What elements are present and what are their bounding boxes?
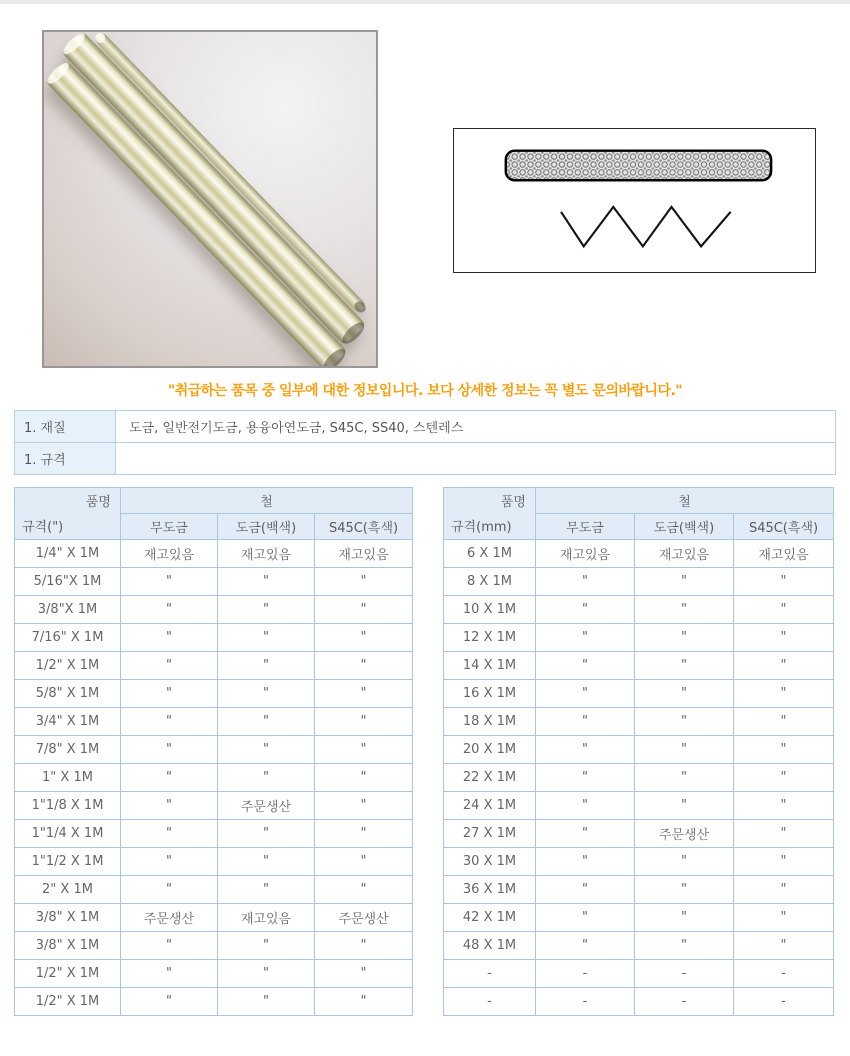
stock-cell: ": [734, 624, 834, 652]
row-label: 36 X 1M: [444, 876, 536, 904]
table-row: [444, 960, 834, 988]
stock-cell: ": [536, 596, 635, 624]
stock-cell: 주문생산: [635, 820, 734, 848]
row-label: 3/8" X 1M: [15, 932, 121, 960]
table-row: [444, 624, 834, 652]
stock-cell: ": [536, 652, 635, 680]
stock-cell: 재고있음: [218, 904, 315, 932]
stock-cell: -: [734, 960, 834, 988]
stock-cell: -: [536, 960, 635, 988]
stock-cell: 주문생산: [315, 904, 413, 932]
row-label: 3/8" X 1M: [15, 904, 121, 932]
stock-cell: ": [635, 708, 734, 736]
stock-cell: ": [734, 596, 834, 624]
spec-table-inch: [14, 487, 413, 1016]
stock-cell: ": [734, 848, 834, 876]
stock-cell: 재고있음: [734, 540, 834, 568]
notice-text: "취급하는 품목 중 일부에 대한 정보입니다. 보다 상세한 정보는 꼭 별도 문의바랍니다.": [167, 383, 683, 399]
row-label: 7/8" X 1M: [15, 736, 121, 764]
row-label: 1"1/2 X 1M: [15, 848, 121, 876]
corner-header: [15, 488, 121, 540]
corner-header-top: 품명: [500, 495, 526, 510]
stock-cell: ": [734, 736, 834, 764]
row-label: 27 X 1M: [444, 820, 536, 848]
stock-cell: ": [315, 764, 413, 792]
stock-cell: -: [635, 988, 734, 1016]
stock-cell: ": [218, 596, 315, 624]
table-row: [444, 932, 834, 960]
stock-cell: ": [536, 708, 635, 736]
stock-cell: ": [635, 792, 734, 820]
stock-cell: ": [121, 876, 218, 904]
stock-cell: ": [315, 876, 413, 904]
row-label: 42 X 1M: [444, 904, 536, 932]
stock-cell: ": [315, 652, 413, 680]
stock-cell: -: [734, 988, 834, 1016]
stock-cell: ": [315, 708, 413, 736]
group-header: 철: [536, 488, 834, 514]
stock-cell: 재고있음: [635, 540, 734, 568]
stock-cell: ": [218, 652, 315, 680]
row-label: 1/2" X 1M: [15, 960, 121, 988]
stock-cell: ": [635, 652, 734, 680]
stock-cell: ": [121, 624, 218, 652]
info-value-material: 도금, 일반전기도금, 용융아연도금, S45C, SS40, 스텐레스: [116, 411, 836, 443]
row-label: 1" X 1M: [15, 764, 121, 792]
row-label: 1/2" X 1M: [15, 652, 121, 680]
row-label: 1/2" X 1M: [15, 988, 121, 1016]
table-row: [15, 988, 413, 1016]
table-row: [444, 792, 834, 820]
stock-cell: ": [121, 736, 218, 764]
stock-cell: ": [536, 764, 635, 792]
table-row: [15, 932, 413, 960]
stock-cell: ": [734, 708, 834, 736]
row-label: 8 X 1M: [444, 568, 536, 596]
stock-cell: 재고있음: [315, 540, 413, 568]
stock-cell: ": [218, 988, 315, 1016]
stock-cell: 재고있음: [121, 540, 218, 568]
corner-header: [444, 488, 536, 540]
top-divider: [0, 0, 850, 4]
stock-cell: ": [121, 680, 218, 708]
stock-cell: ": [315, 960, 413, 988]
stock-cell: 주문생산: [218, 792, 315, 820]
stock-cell: 주문생산: [121, 904, 218, 932]
stock-cell: 재고있음: [536, 540, 635, 568]
stock-cell: ": [536, 792, 635, 820]
row-label: 18 X 1M: [444, 708, 536, 736]
table-row: [15, 568, 413, 596]
product-photo: [42, 30, 378, 368]
table-row: [444, 848, 834, 876]
info-label-spec: 1. 규격: [15, 443, 116, 475]
group-header: 철: [121, 488, 413, 514]
stock-cell: ": [734, 932, 834, 960]
table-row: [444, 904, 834, 932]
stock-cell: ": [218, 764, 315, 792]
stock-cell: ": [121, 988, 218, 1016]
stock-cell: ": [536, 568, 635, 596]
stock-cell: ": [315, 848, 413, 876]
stock-cell: ": [536, 624, 635, 652]
row-label: 48 X 1M: [444, 932, 536, 960]
table-row: [15, 540, 413, 568]
stock-cell: ": [734, 876, 834, 904]
table-row: [15, 736, 413, 764]
column-header: S45C(흑색): [315, 514, 413, 540]
table-row: [444, 680, 834, 708]
stock-cell: ": [121, 652, 218, 680]
table-row: [444, 988, 834, 1016]
stock-cell: ": [635, 624, 734, 652]
table-row: [15, 443, 836, 475]
stock-cell: ": [315, 568, 413, 596]
stock-cell: ": [121, 764, 218, 792]
stock-cell: ": [536, 904, 635, 932]
stock-cell: ": [121, 960, 218, 988]
row-label: 1"1/4 X 1M: [15, 820, 121, 848]
stock-cell: ": [635, 848, 734, 876]
row-label: 7/16" X 1M: [15, 624, 121, 652]
row-label: 12 X 1M: [444, 624, 536, 652]
stock-cell: ": [315, 736, 413, 764]
stock-cell: -: [635, 960, 734, 988]
table-row: [444, 568, 834, 596]
info-label-material: 1. 재질: [15, 411, 116, 443]
stock-cell: ": [315, 792, 413, 820]
stock-cell: ": [218, 820, 315, 848]
stock-cell: ": [121, 596, 218, 624]
spec-table-inch-container: [14, 487, 413, 1016]
threaded-rods-image: [42, 30, 378, 368]
table-row: [15, 792, 413, 820]
row-label: 30 X 1M: [444, 848, 536, 876]
table-row: [444, 652, 834, 680]
stock-cell: ": [218, 624, 315, 652]
stock-cell: ": [734, 904, 834, 932]
row-label: 24 X 1M: [444, 792, 536, 820]
table-row: [15, 596, 413, 624]
stock-cell: ": [315, 932, 413, 960]
header-row: [15, 488, 413, 514]
threaded-rod: [45, 61, 347, 368]
stock-cell: ": [635, 680, 734, 708]
stock-cell: ": [536, 876, 635, 904]
info-table: [14, 410, 836, 475]
stock-cell: ": [536, 736, 635, 764]
rod-cross-section-bar: [506, 151, 771, 181]
stock-cell: ": [635, 932, 734, 960]
stock-cell: ": [635, 764, 734, 792]
stock-cell: ": [635, 904, 734, 932]
stock-cell: -: [536, 988, 635, 1016]
row-label: 5/8" X 1M: [15, 680, 121, 708]
table-row: [444, 736, 834, 764]
row-label: 5/16"X 1M: [15, 568, 121, 596]
table-row: [15, 708, 413, 736]
stock-cell: ": [635, 876, 734, 904]
stock-cell: ": [218, 568, 315, 596]
stock-cell: ": [121, 820, 218, 848]
row-label: 3/8"X 1M: [15, 596, 121, 624]
table-row: [444, 820, 834, 848]
stock-cell: ": [734, 680, 834, 708]
stock-cell: ": [121, 568, 218, 596]
stock-cell: ": [536, 932, 635, 960]
table-row: [444, 540, 834, 568]
stock-cell: ": [218, 848, 315, 876]
header-row: [444, 488, 834, 514]
column-header: 도금(백색): [218, 514, 315, 540]
stock-cell: ": [218, 708, 315, 736]
row-label: 1"1/8 X 1M: [15, 792, 121, 820]
corner-header-bottom: 규격(mm): [451, 520, 512, 535]
stock-cell: ": [734, 568, 834, 596]
row-label: 10 X 1M: [444, 596, 536, 624]
table-row: [15, 904, 413, 932]
thread-profile-diagram: [453, 128, 816, 273]
stock-cell: ": [218, 876, 315, 904]
stock-cell: ": [218, 932, 315, 960]
stock-cell: 재고있음: [218, 540, 315, 568]
row-label: 1/4" X 1M: [15, 540, 121, 568]
spec-table-mm-container: [443, 487, 834, 1016]
row-label: 2" X 1M: [15, 876, 121, 904]
stock-cell: ": [315, 624, 413, 652]
table-row: [15, 411, 836, 443]
spec-table-mm: [443, 487, 834, 1016]
photo-background: [44, 32, 376, 366]
stock-cell: ": [218, 736, 315, 764]
row-label: 14 X 1M: [444, 652, 536, 680]
corner-header-top: 품명: [85, 495, 111, 510]
stock-cell: ": [315, 820, 413, 848]
stock-cell: ": [635, 736, 734, 764]
stock-cell: ": [734, 820, 834, 848]
table-row: [444, 596, 834, 624]
stock-cell: ": [121, 932, 218, 960]
column-header: 무도금: [536, 514, 635, 540]
row-label: 3/4" X 1M: [15, 708, 121, 736]
table-row: [15, 820, 413, 848]
stock-cell: ": [315, 596, 413, 624]
table-row: [15, 764, 413, 792]
thread-zigzag-profile: [561, 207, 731, 246]
table-row: [15, 960, 413, 988]
stock-cell: ": [734, 652, 834, 680]
threaded-rod: [61, 31, 366, 345]
stock-cell: ": [121, 708, 218, 736]
stock-cell: ": [121, 848, 218, 876]
row-label: 6 X 1M: [444, 540, 536, 568]
stock-cell: ": [121, 792, 218, 820]
stock-cell: ": [315, 680, 413, 708]
stock-cell: ": [635, 596, 734, 624]
table-row: [444, 764, 834, 792]
info-value-spec: [116, 443, 836, 475]
stock-cell: ": [734, 792, 834, 820]
row-label: 20 X 1M: [444, 736, 536, 764]
stock-cell: ": [536, 848, 635, 876]
table-row: [444, 708, 834, 736]
stock-cell: ": [536, 820, 635, 848]
row-label: 16 X 1M: [444, 680, 536, 708]
table-row: [15, 652, 413, 680]
table-row: [15, 876, 413, 904]
corner-header-bottom: 규격("): [22, 520, 64, 535]
stock-cell: ": [536, 680, 635, 708]
row-label: 22 X 1M: [444, 764, 536, 792]
row-label: -: [444, 960, 536, 988]
column-header: 무도금: [121, 514, 218, 540]
stock-cell: ": [734, 764, 834, 792]
table-row: [15, 680, 413, 708]
stock-cell: ": [635, 568, 734, 596]
stock-cell: ": [315, 988, 413, 1016]
table-row: [15, 848, 413, 876]
row-label: -: [444, 988, 536, 1016]
table-row: [15, 624, 413, 652]
column-header: S45C(흑색): [734, 514, 834, 540]
column-header: 도금(백색): [635, 514, 734, 540]
stock-cell: ": [218, 960, 315, 988]
table-row: [444, 876, 834, 904]
stock-cell: ": [218, 680, 315, 708]
